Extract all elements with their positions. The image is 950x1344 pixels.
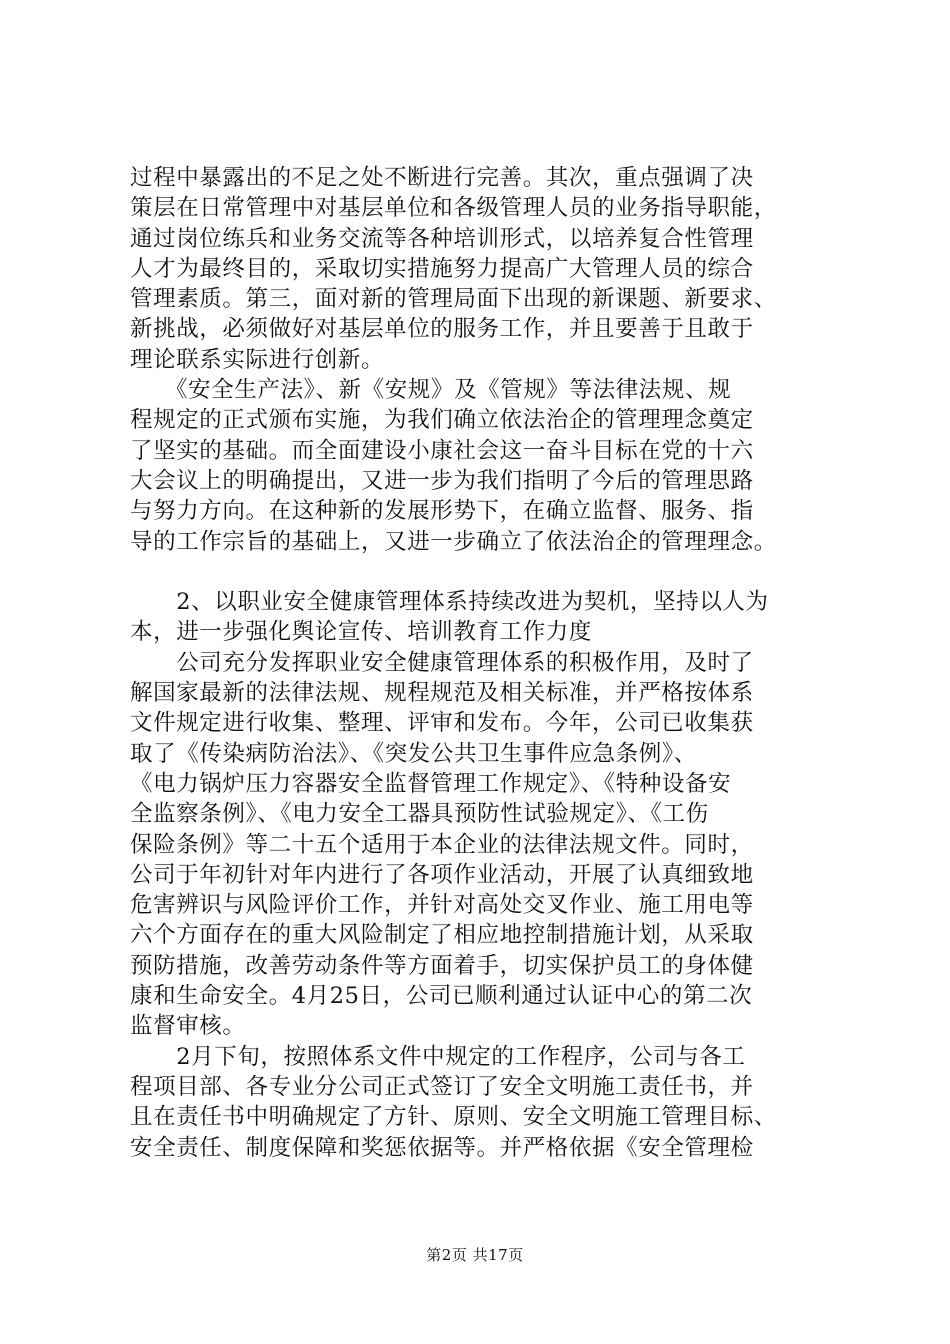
text-line: 人才为最终目的，采取切实措施努力提高广大管理人员的综合: [130, 255, 754, 282]
text-line: 取了《传染病防治法》、《突发公共卫生事件应急条例》、: [130, 740, 697, 767]
text-line: 全监察条例》、《电力安全工器具预防性试验规定》、《工伤: [130, 801, 709, 828]
text-line: 公司充分发挥职业安全健康管理体系的积极作用，及时了: [130, 649, 754, 676]
text-line: 《安全生产法》、新《安规》及《管规》等法律法规、规: [130, 377, 732, 404]
paragraph-gap: [130, 557, 830, 587]
text-line: 导的工作宗旨的基础上，又进一步确立了依法治企的管理理念。: [130, 528, 777, 555]
text-line: 且在责任书中明确规定了方针、原则、安全文明施工管理目标、: [130, 1104, 777, 1131]
text-line: 与努力方向。在这种新的发展形势下，在确立监督、服务、指: [130, 498, 754, 525]
text-line: 《电力锅炉压力容器安全监督管理工作规定》、《特种设备安: [130, 770, 732, 797]
text-line: 通过岗位练兵和业务交流等各种培训形式，以培养复合性管理: [130, 225, 754, 252]
text-line: 理论联系实际进行创新。: [130, 346, 385, 373]
text-line: 新挑战，必须做好对基层单位的服务工作，并且要善于且敢于: [130, 316, 754, 343]
text-line: 过程中暴露出的不足之处不断进行完善。其次，重点强调了决: [130, 165, 754, 191]
text-line: 程规定的正式颁布实施，为我们确立依法治企的管理理念奠定: [130, 407, 754, 434]
text-line: 六个方面存在的重大风险制定了相应地控制措施计划，从采取: [130, 922, 754, 949]
text-line: 管理素质。第三，面对新的管理局面下出现的新课题、新要求、: [130, 286, 777, 313]
text-line: 本，进一步强化舆论宣传、培训教育工作力度: [130, 619, 593, 646]
text-line: 2月下旬，按照体系文件中规定的工作程序，公司与各工: [130, 1043, 746, 1070]
text-line: 了坚实的基础。而全面建设小康社会这一奋斗目标在党的十六: [130, 437, 754, 464]
text-line: 策层在日常管理中对基层单位和各级管理人员的业务指导职能，: [130, 195, 777, 222]
text-line: 大会议上的明确提出，又进一步为我们指明了今后的管理思路: [130, 467, 754, 494]
text-line: 保险条例》等二十五个适用于本企业的法律法规文件。同时，: [130, 831, 754, 858]
text-line: 监督审核。: [130, 1013, 246, 1040]
document-body: [130, 163, 830, 1163]
text-line: 预防措施，改善劳动条件等方面着手，切实保护员工的身体健: [130, 952, 754, 979]
text-line: 公司于年初针对年内进行了各项作业活动，开展了认真细致地: [130, 861, 754, 888]
text-line: 程项目部、各专业分公司正式签订了安全文明施工责任书，并: [130, 1073, 754, 1100]
text-line: 康和生命安全。4月25日，公司已顺利通过认证中心的第二次: [130, 983, 753, 1010]
page-footer: 第2页 共17页: [426, 1246, 524, 1264]
text-line: 危害辨识与风险评价工作，并针对高处交叉作业、施工用电等: [130, 892, 754, 919]
text-line: 文件规定进行收集、整理、评审和发布。今年，公司已收集获: [130, 710, 754, 737]
text-line: 解国家最新的法律法规、规程规范及相关标准，并严格按体系: [130, 680, 754, 707]
text-line: 2、以职业安全健康管理体系持续改进为契机，坚持以人为: [130, 589, 769, 616]
text-line: 安全责任、制度保障和奖惩依据等。并严格依据《安全管理检: [130, 1134, 754, 1161]
